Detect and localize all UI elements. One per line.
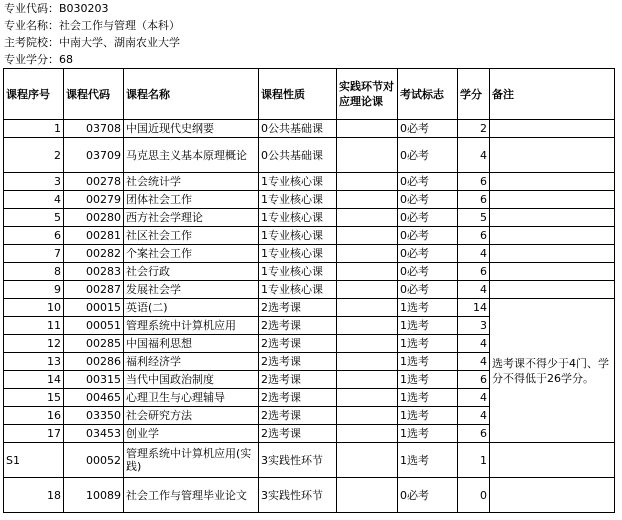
cell-seq: 16 [4, 407, 64, 425]
cell-code: 00282 [64, 245, 124, 263]
cell-nature: 2选考课 [259, 407, 337, 425]
cell-practice [337, 120, 398, 138]
cell-seq: 2 [4, 138, 64, 173]
cell-exam: 1选考 [398, 443, 458, 478]
cell-exam: 1选考 [398, 299, 458, 317]
cell-code: 00287 [64, 281, 124, 299]
cell-name: 西方社会学理论 [124, 209, 259, 227]
cell-credit: 4 [458, 335, 490, 353]
cell-seq: 7 [4, 245, 64, 263]
cell-name: 社区社会工作 [124, 227, 259, 245]
cell-credit: 4 [458, 281, 490, 299]
cell-credit: 6 [458, 263, 490, 281]
cell-nature: 0公共基础课 [259, 120, 337, 138]
cell-seq: 4 [4, 191, 64, 209]
cell-practice [337, 209, 398, 227]
table-row [4, 245, 615, 263]
header-nature: 课程性质 [259, 69, 337, 120]
cell-nature: 2选考课 [259, 389, 337, 407]
cell-practice [337, 138, 398, 173]
header-name: 课程名称 [124, 69, 259, 120]
cell-code: 03708 [64, 120, 124, 138]
cell-code: 00280 [64, 209, 124, 227]
header-practice: 实践环节对应理论课 [337, 69, 398, 120]
cell-practice [337, 389, 398, 407]
cell-note-empty [490, 120, 615, 138]
cell-seq: 14 [4, 371, 64, 389]
major-credit-line: 专业学分：68 [4, 53, 73, 66]
cell-nature: 2选考课 [259, 335, 337, 353]
cell-exam: 1选考 [398, 407, 458, 425]
table-row [4, 227, 615, 245]
cell-practice [337, 335, 398, 353]
cell-name: 英语(二) [124, 299, 259, 317]
cell-note-empty [490, 245, 615, 263]
cell-nature: 1专业核心课 [259, 173, 337, 191]
cell-exam: 0必考 [398, 263, 458, 281]
cell-credit: 4 [458, 138, 490, 173]
cell-name: 管理系统中计算机应用(实践) [124, 443, 259, 478]
table-row [4, 281, 615, 299]
course-table [3, 68, 615, 513]
table-row [4, 120, 615, 138]
cell-nature: 2选考课 [259, 317, 337, 335]
cell-seq: 9 [4, 281, 64, 299]
header-exam: 考试标志 [398, 69, 458, 120]
table-row [4, 138, 615, 173]
table-row [4, 191, 615, 209]
cell-credit: 6 [458, 425, 490, 443]
cell-name: 发展社会学 [124, 281, 259, 299]
cell-seq: S1 [4, 443, 64, 478]
cell-credit: 6 [458, 371, 490, 389]
cell-name: 心理卫生与心理辅导 [124, 389, 259, 407]
cell-exam: 0必考 [398, 173, 458, 191]
cell-credit: 3 [458, 317, 490, 335]
cell-name: 中国福利思想 [124, 335, 259, 353]
cell-exam: 1选考 [398, 335, 458, 353]
cell-nature: 3实践性环节 [259, 478, 337, 513]
cell-nature: 1专业核心课 [259, 263, 337, 281]
cell-name: 社会工作与管理毕业论文 [124, 478, 259, 513]
cell-practice [337, 173, 398, 191]
exam-school-line: 主考院校：中南大学、湖南农业大学 [4, 36, 180, 49]
table-header-row [4, 69, 615, 120]
cell-code: 03709 [64, 138, 124, 173]
cell-practice [337, 191, 398, 209]
cell-code: 00278 [64, 173, 124, 191]
cell-seq: 15 [4, 389, 64, 407]
cell-seq: 10 [4, 299, 64, 317]
cell-exam: 0必考 [398, 138, 458, 173]
cell-note-empty [490, 173, 615, 191]
cell-code: 00465 [64, 389, 124, 407]
cell-nature: 1专业核心课 [259, 191, 337, 209]
cell-nature: 1专业核心课 [259, 227, 337, 245]
cell-nature: 2选考课 [259, 353, 337, 371]
cell-credit: 4 [458, 353, 490, 371]
cell-practice [337, 371, 398, 389]
cell-note-empty [490, 138, 615, 173]
table-row [4, 263, 615, 281]
cell-nature: 1专业核心课 [259, 245, 337, 263]
header-seq: 课程序号 [4, 69, 64, 120]
cell-nature: 1专业核心课 [259, 209, 337, 227]
cell-note-empty [490, 191, 615, 209]
cell-practice [337, 227, 398, 245]
cell-practice [337, 425, 398, 443]
cell-name: 中国近现代史纲要 [124, 120, 259, 138]
cell-exam: 0必考 [398, 227, 458, 245]
cell-nature: 2选考课 [259, 425, 337, 443]
table-row [4, 478, 615, 513]
cell-exam: 1选考 [398, 371, 458, 389]
header-credit: 学分 [458, 69, 490, 120]
cell-credit: 0 [458, 478, 490, 513]
cell-exam: 0必考 [398, 281, 458, 299]
cell-credit: 6 [458, 191, 490, 209]
cell-note-empty [490, 478, 615, 513]
cell-seq: 18 [4, 478, 64, 513]
cell-practice [337, 407, 398, 425]
cell-exam: 1选考 [398, 353, 458, 371]
cell-nature: 2选考课 [259, 371, 337, 389]
cell-practice [337, 317, 398, 335]
cell-credit: 6 [458, 173, 490, 191]
cell-credit: 6 [458, 227, 490, 245]
cell-code: 00281 [64, 227, 124, 245]
cell-note-empty [490, 227, 615, 245]
cell-note-empty [490, 263, 615, 281]
cell-credit: 14 [458, 299, 490, 317]
cell-credit: 4 [458, 245, 490, 263]
cell-exam: 0必考 [398, 209, 458, 227]
cell-seq: 12 [4, 335, 64, 353]
cell-seq: 17 [4, 425, 64, 443]
cell-practice [337, 299, 398, 317]
cell-code: 00286 [64, 353, 124, 371]
major-name-line: 专业名称：社会工作与管理（本科） [4, 19, 180, 32]
cell-practice [337, 478, 398, 513]
cell-seq: 1 [4, 120, 64, 138]
cell-credit: 4 [458, 407, 490, 425]
cell-credit: 4 [458, 389, 490, 407]
cell-exam: 1选考 [398, 317, 458, 335]
cell-code: 03453 [64, 425, 124, 443]
cell-practice [337, 245, 398, 263]
cell-exam: 0必考 [398, 120, 458, 138]
table-row [4, 299, 615, 317]
cell-exam: 0必考 [398, 478, 458, 513]
cell-exam: 1选考 [398, 425, 458, 443]
cell-seq: 5 [4, 209, 64, 227]
cell-note-empty [490, 209, 615, 227]
cell-seq: 11 [4, 317, 64, 335]
cell-practice [337, 353, 398, 371]
cell-seq: 8 [4, 263, 64, 281]
cell-code: 00279 [64, 191, 124, 209]
cell-credit: 1 [458, 443, 490, 478]
header-note: 备注 [490, 69, 615, 120]
cell-name: 个案社会工作 [124, 245, 259, 263]
cell-name: 创业学 [124, 425, 259, 443]
cell-name: 社会研究方法 [124, 407, 259, 425]
cell-note-empty [490, 281, 615, 299]
table-row [4, 209, 615, 227]
cell-credit: 2 [458, 120, 490, 138]
cell-credit: 5 [458, 209, 490, 227]
cell-practice [337, 263, 398, 281]
cell-code: 10089 [64, 478, 124, 513]
table-row [4, 443, 615, 478]
cell-name: 马克思主义基本原理概论 [124, 138, 259, 173]
cell-code: 00285 [64, 335, 124, 353]
cell-name: 福利经济学 [124, 353, 259, 371]
cell-seq: 13 [4, 353, 64, 371]
cell-code: 00052 [64, 443, 124, 478]
cell-nature: 1专业核心课 [259, 281, 337, 299]
cell-nature: 2选考课 [259, 299, 337, 317]
header-code: 课程代码 [64, 69, 124, 120]
cell-code: 03350 [64, 407, 124, 425]
cell-seq: 3 [4, 173, 64, 191]
cell-practice [337, 443, 398, 478]
cell-code: 00051 [64, 317, 124, 335]
cell-nature: 3实践性环节 [259, 443, 337, 478]
major-code-line: 专业代码：B030203 [4, 2, 109, 15]
cell-exam: 0必考 [398, 191, 458, 209]
cell-practice [337, 281, 398, 299]
cell-name: 当代中国政治制度 [124, 371, 259, 389]
cell-name: 社会行政 [124, 263, 259, 281]
cell-exam: 1选考 [398, 389, 458, 407]
cell-code: 00283 [64, 263, 124, 281]
cell-name: 社会统计学 [124, 173, 259, 191]
cell-nature: 0公共基础课 [259, 138, 337, 173]
table-row [4, 173, 615, 191]
cell-seq: 6 [4, 227, 64, 245]
elective-note: 选考课不得少于4门、学分不得低于26学分。 [490, 299, 615, 443]
cell-name: 管理系统中计算机应用 [124, 317, 259, 335]
cell-exam: 0必考 [398, 245, 458, 263]
cell-name: 团体社会工作 [124, 191, 259, 209]
cell-code: 00315 [64, 371, 124, 389]
cell-code: 00015 [64, 299, 124, 317]
cell-note-empty [490, 443, 615, 478]
